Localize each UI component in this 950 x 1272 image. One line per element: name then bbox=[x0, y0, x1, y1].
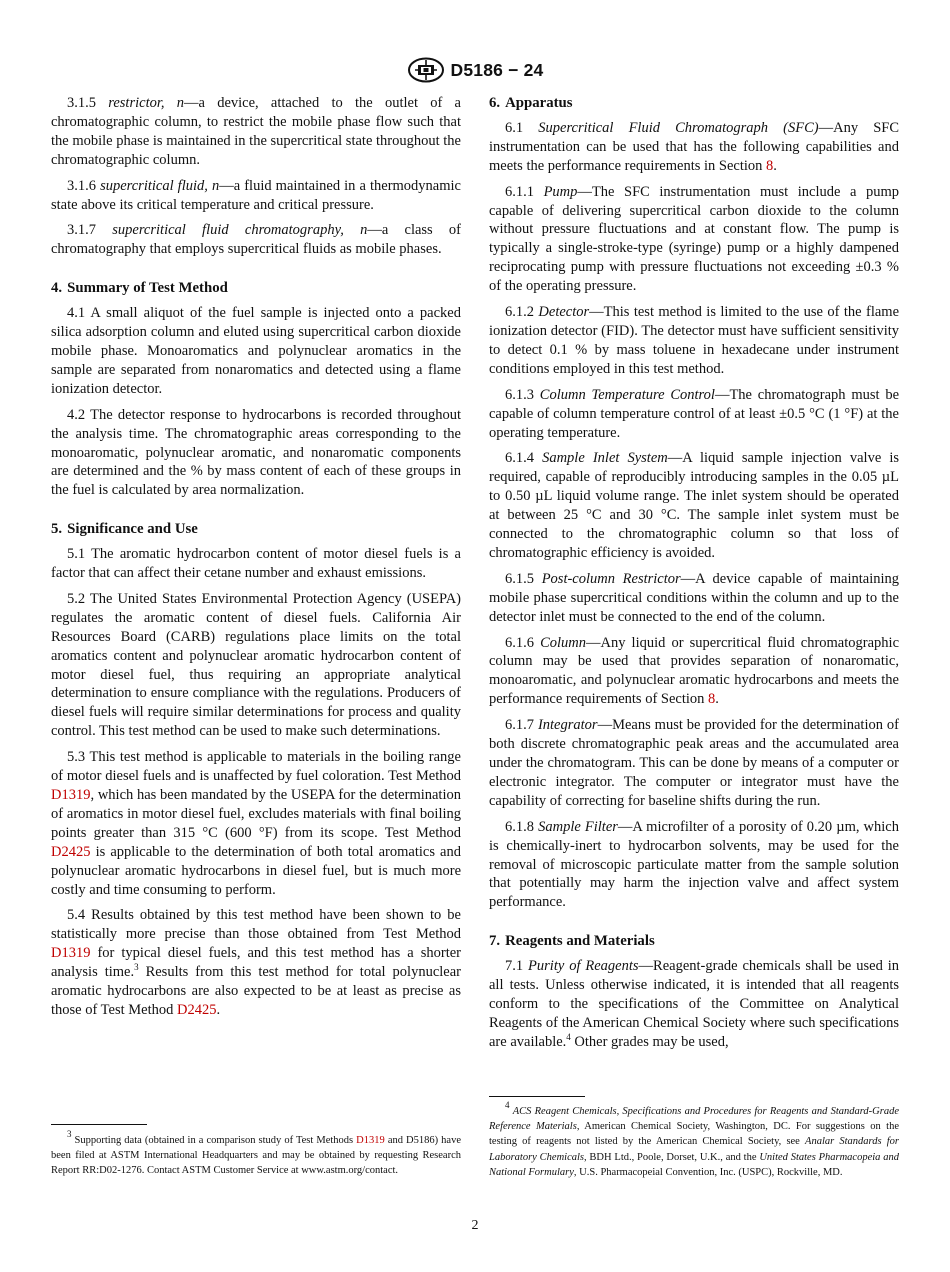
paragraph-6-1-8: 6.1.8 Sample Filter—A microfilter of a porosity of 0.20 µm, which is chemically-inert to hydrocarbon solvents, may be used for the removal of microscopic particulate matter from the sample solution that potentially may harm the injection valve and affect system performance. bbox=[489, 818, 899, 911]
footnote-3: $^3$ Supporting data (obtained in a comparison study of Test Methods D1319 and D5186) have been filed at ASTM International Headquarters and may be obtained by requesting Research Report RR:D02-1276. Contact ASTM Customer Service at www.astm.org/contact. bbox=[51, 1129, 462, 1177]
section-heading-6: 6. Apparatus bbox=[489, 95, 573, 111]
page-header bbox=[0, 57, 950, 83]
footnote-divider bbox=[51, 1124, 147, 1125]
paragraph-4-2: 4.2 The detector response to hydrocarbons is recorded throughout the analysis time. The chromatographic areas corresponding to the monoaromatic, polynuclear aromatic, and nonaromatic components are determined and the % by mass content of each of these groups in the fuel is calculated by area normalization. bbox=[51, 406, 461, 499]
right-column bbox=[489, 94, 899, 1059]
paragraph-4-1: 4.1 A small aliquot of the fuel sample is injected onto a packed silica adsorption column and eluted using supercritical carbon dioxide mobile phase. Monoaromatics and polynuclear aromatics in the sample are separated from nonaromatics and detected using a flame ionization detector. bbox=[51, 305, 461, 397]
paragraph-3-1-6: 3.1.6 supercritical fluid, n—a fluid maintained in a thermodynamic state above its critical temperature and critical pressure. bbox=[51, 177, 461, 213]
link-d2425[interactable]: D2425 bbox=[176, 1001, 217, 1018]
footnote-4: $^4$ ACS Reagent Chemicals, Specifications and Procedures for Reagents and Standard-Grade Reference Materials, American Chemical Society, Washington, DC. For suggestions on the testing of reagents not listed by the American Chemical Society, see Analar Standards for Laboratory Chemicals, BDH Ltd., Poole, Dorset, U.K., and the United States Pharmacopeia and National Formulary, U.S. Pharmacopeial Convention, Inc. (USPC), Rockville, MD. bbox=[489, 1100, 900, 1178]
paragraph-6-1-3: 6.1.3 Column Temperature Control—The chromatograph must be capable of column temperature control of at least ±0.5 °C (1 °F) at the operating temperature. bbox=[489, 386, 900, 441]
link-d1319[interactable]: D1319 bbox=[51, 945, 91, 962]
paragraph-5-3: 5.3 This test method is applicable to materials in the boiling range of motor diesel fuels and is unaffected by fuel coloration. Test Method D1319, which has been mandated by the USEPA for the determination of aromatics in motor diesel fuel, excludes materials with final boiling points greater than 315 °C (600 °F) from its scope. Test Method D2425 is applicable to the determination of both total aromatics and polynuclear aromatic hydrocarbons in diesel fuel, but is much more costly and time consuming to perform. bbox=[51, 749, 461, 898]
section-heading-7: 7. Reagents and Materials bbox=[489, 933, 655, 950]
paragraph-6-1-1: 6.1.1 Pump—The SFC instrumentation must include a pump capable of delivering supercritical carbon dioxide to the column without pressure fluctuations and at constant flow. The pump is typically a single-stroke-type (syringe) pump or a highly dampened reciprocating pump with pressure fluctuations not exceeding ±0.3 % of the operating pressure. bbox=[489, 183, 900, 295]
left-column bbox=[51, 94, 461, 1027]
footnote-ref-4: 4 bbox=[566, 1031, 571, 1042]
link-d1319[interactable]: D1319 bbox=[356, 1135, 385, 1146]
paragraph-6-1-4: 6.1.4 Sample Inlet System—A liquid sample injection valve is required, capable of reproducibly introducing samples in the 0.05 µL to 0.50 µL liquid volume range. The inlet system should be operated at between 25 °C and 30 °C. The sample inlet system must be connected to the chromatographic column so that loss of chromatographic efficiency is avoided. bbox=[489, 450, 899, 561]
section-heading-5: 5. Significance and Use bbox=[51, 521, 198, 538]
paragraph-5-4: 5.4 Results obtained by this test method have been shown to be statistically more precise than those obtained from Test Method D1319 for typical diesel fuels, and this test method has a shorter analysis time.$^3$ Results from this test method for total polynuclear aromatic hydrocarbons are also expected to be at least as precise as those of Test Method D2425. bbox=[51, 907, 461, 1018]
paragraph-6-1-7: 6.1.7 Integrator—Means must be provided for the determination of both discrete chromatographic peak areas and the accumulated area under the chromatogram. This can be done by means of a computer or electronic integrator. The computer or integrator must have the capability of correcting for baseline shifts during the run. bbox=[489, 717, 899, 809]
paragraph-7-1: 7.1 Purity of Reagents—Reagent-grade chemicals shall be used in all tests. Unless otherwise indicated, it is intended that all reagents conform to the specifications of the Committee on Analytical Reagents of the American Chemical Society where such specifications are available.$^4$ Other grades may be used, bbox=[489, 958, 900, 1050]
paragraph-5-2: 5.2 The United States Environmental Protection Agency (USEPA) regulates the aromatic content of diesel fuels. California Air Resources Board (CARB) regulations place limits on the total aromatics content and polynuclear aromatic hydrocarbon content of motor diesel fuel, thus requiring an appropriate analytical determination to ensure compliance with the regulations. Producers of diesel fuels will require similar determinations for process and quality control. This test method can be used to make such determinations. bbox=[51, 590, 461, 740]
page-number: 2 bbox=[471, 1218, 479, 1233]
paragraph-6-1-5: 6.1.5 Post-column Restrictor—A device capable of maintaining mobile phase supercritical conditions within the column and up to the detector inlet must be connected to the end of the column. bbox=[489, 570, 899, 625]
link-section-8[interactable]: 8 bbox=[708, 691, 716, 708]
paragraph-6-1-6: 6.1.6 Column—Any liquid or supercritical fluid chromatographic column may be used that provides separation of nonaromatic, monoaromatic, and polynuclear aromatic hydrocarbons and meets the performance requirements of Section 8. bbox=[489, 634, 900, 708]
link-section-8[interactable]: 8 bbox=[766, 157, 774, 174]
paragraph-5-1: 5.1 The aromatic hydrocarbon content of motor diesel fuels is a factor that can affect their cetane number and exhaust emissions. bbox=[51, 546, 461, 582]
paragraph-3-1-7: 3.1.7 supercritical fluid chromatography, n—a class of chromatography that employs supercritical fluids as mobile phases. bbox=[51, 222, 462, 258]
standard-designation: D5186 − 24 bbox=[450, 59, 544, 80]
paragraph-6-1-2: 6.1.2 Detector—This test method is limited to the use of the flame ionization detector (FID). The detector must have sufficient sensitivity to detect 0.1 % by mass toluene in hexadecane under instrument conditions employed in this test method. bbox=[489, 304, 900, 377]
astm-logo-icon bbox=[407, 57, 445, 83]
footnote-divider bbox=[489, 1096, 585, 1097]
paragraph-6-1: 6.1 Supercritical Fluid Chromatograph (SFC)—Any SFC instrumentation can be used that has the following capabilities and meets the performance requirements in Section 8. bbox=[489, 119, 899, 174]
paragraph-3-1-5: 3.1.5 restrictor, n—a device, attached to the outlet of a chromatographic column, to restrict the mobile phase flow such that the mobile phase is maintained in the supercritical state throughout the chromatographic column. bbox=[51, 95, 461, 168]
section-heading-4: 4. Summary of Test Method bbox=[51, 280, 228, 297]
link-d2425[interactable]: D2425 bbox=[51, 843, 91, 860]
link-d1319[interactable]: D1319 bbox=[51, 787, 91, 803]
footnote-ref-3: 3 bbox=[134, 962, 139, 973]
